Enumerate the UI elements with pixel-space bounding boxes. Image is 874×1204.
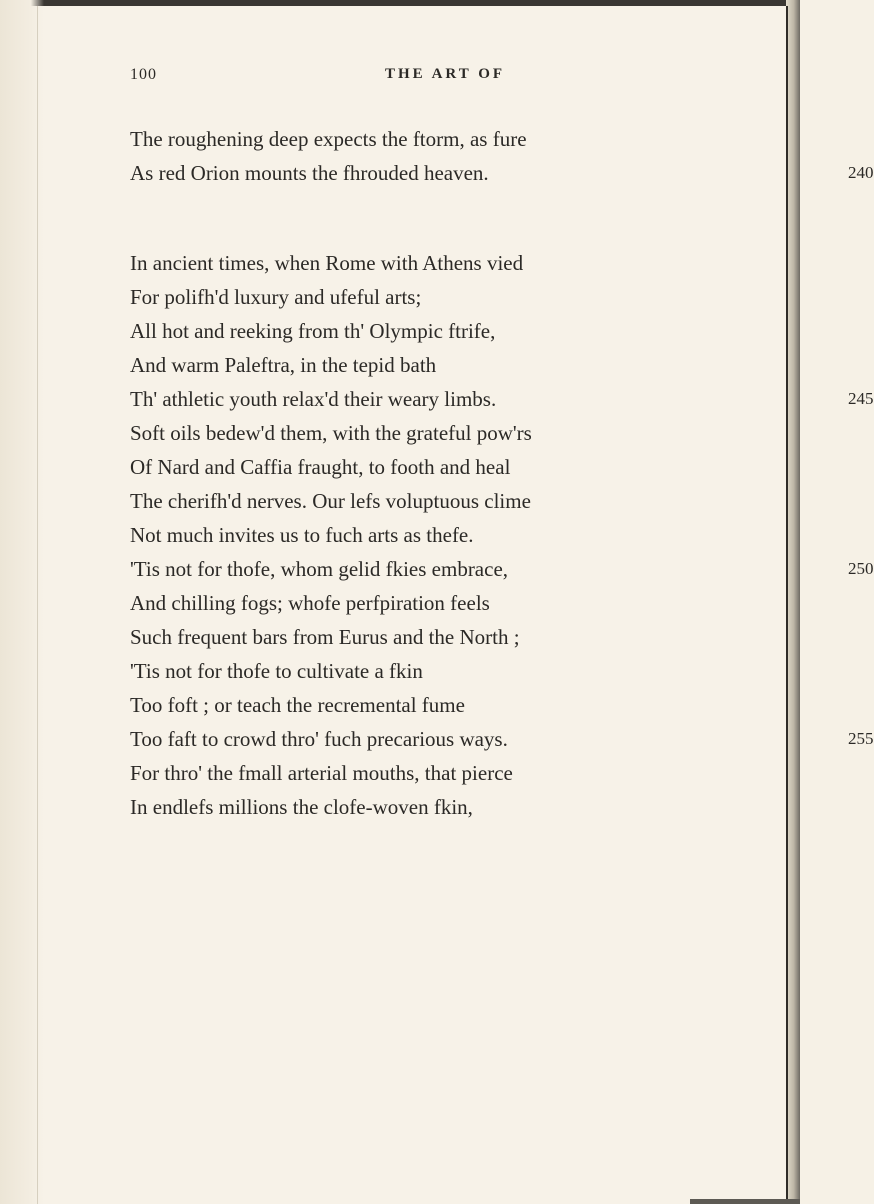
verse-line xyxy=(130,722,874,756)
verse-line xyxy=(130,756,710,790)
stanza xyxy=(130,122,874,190)
verse-line xyxy=(130,790,710,824)
verse-line xyxy=(130,654,710,688)
verse-line xyxy=(130,416,710,450)
page-header xyxy=(0,66,800,90)
verse-line xyxy=(130,314,710,348)
verse-line-text: In endlefs millions the clofe-woven fkin, xyxy=(130,795,473,819)
verse-line-text: Th' athletic youth relax'd their weary limbs. xyxy=(130,387,497,411)
verse-line xyxy=(130,348,710,382)
right-page-edge xyxy=(786,0,800,1204)
running-head: THE ART OF xyxy=(385,66,506,82)
verse-line xyxy=(130,552,874,586)
line-number: 245 xyxy=(848,389,874,408)
left-gutter-line xyxy=(37,6,38,1204)
verse-line xyxy=(130,246,710,280)
verse-line xyxy=(130,518,710,552)
line-number: 255 xyxy=(848,729,874,748)
stanza xyxy=(130,246,874,824)
verse-line xyxy=(130,688,710,722)
line-number: 240 xyxy=(848,163,874,182)
verse-line xyxy=(130,586,710,620)
verse-line xyxy=(130,620,710,654)
verse-line-text: Of Nard and Caffia fraught, to footh and heal xyxy=(130,455,511,479)
verse-line xyxy=(130,156,874,190)
verse-line-text: 'Tis not for thofe, whom gelid fkies embrace, xyxy=(130,557,509,581)
verse-line-text: All hot and reeking from th' Olympic ftrife, xyxy=(130,319,496,343)
verse-line-text: Soft oils bedew'd them, with the grateful pow'rs xyxy=(130,421,532,445)
verse-line xyxy=(130,450,710,484)
verse-line-text: In ancient times, when Rome with Athens vied xyxy=(130,251,524,275)
verse-line-text: And chilling fogs; whofe perfpiration feels xyxy=(130,591,490,615)
line-number: 250 xyxy=(848,559,874,578)
verse-line-text: 'Tis not for thofe to cultivate a fkin xyxy=(130,659,423,683)
verse-line xyxy=(130,382,874,416)
verse-line-text: Such frequent bars from Eurus and the North ; xyxy=(130,625,520,649)
verse-line-text: For polifh'd luxury and ufeful arts; xyxy=(130,285,422,309)
stanza-break xyxy=(130,190,710,246)
verse-line xyxy=(130,280,710,314)
verse-line xyxy=(130,484,710,518)
verse-line-text: Too foft ; or teach the recremental fume xyxy=(130,693,465,717)
top-page-border xyxy=(0,0,800,6)
poem-text xyxy=(130,122,874,824)
verse-line-text: For thro' the fmall arterial mouths, that pierce xyxy=(130,761,513,785)
right-edge-line xyxy=(786,6,788,1204)
bottom-edge-mark xyxy=(690,1199,800,1204)
verse-line-text: As red Orion mounts the fhrouded heaven. xyxy=(130,161,489,185)
verse-line-text: And warm Paleftra, in the tepid bath xyxy=(130,353,437,377)
verse-line-text: Not much invites us to fuch arts as thefe. xyxy=(130,523,474,547)
verse-line xyxy=(130,122,710,156)
verse-line-text: The cherifh'd nerves. Our lefs voluptuous clime xyxy=(130,489,531,513)
verse-line-text: Too faft to crowd thro' fuch precarious ways. xyxy=(130,727,508,751)
verse-line-text: The roughening deep expects the ftorm, as fure xyxy=(130,127,527,151)
page-number: 100 xyxy=(130,66,157,83)
